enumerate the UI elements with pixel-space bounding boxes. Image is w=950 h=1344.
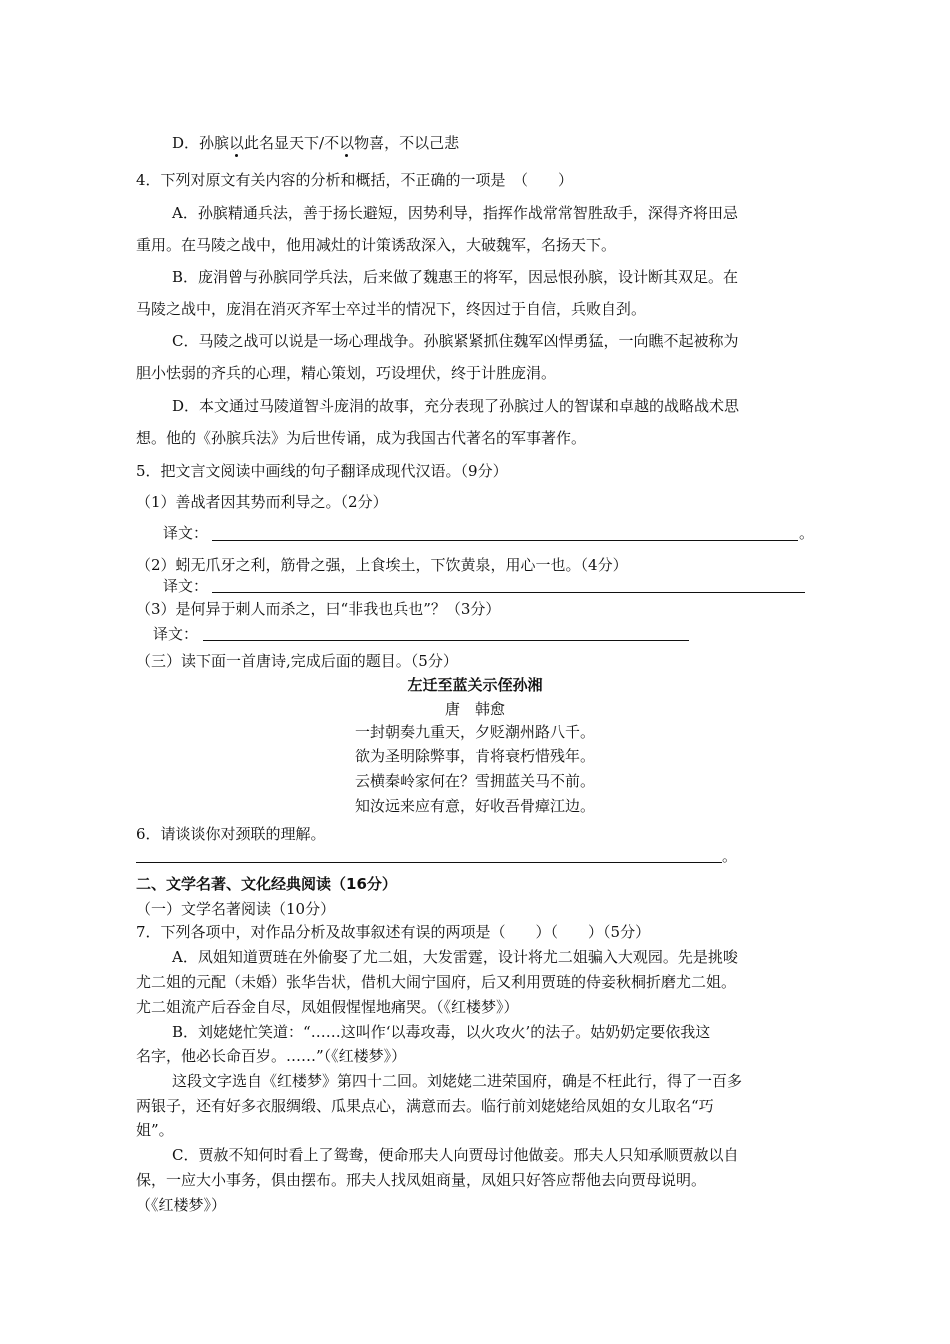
emphasis-dot-char: 以 xyxy=(339,134,355,152)
q7-option-b-line2: 名字，他必长命百岁。……”（《红楼梦》） xyxy=(136,1047,407,1065)
q7-option-c-line2: 保，一应大小事务，俱由摆布。邢夫人找凤姐商量，凤姐只好答应帮他去向贾母说明。 xyxy=(136,1171,707,1189)
q4-option-a-line1: A．孙膑精通兵法，善于扬长避短，因势利导，指挥作战常常智胜敌手，深得齐将田忌 xyxy=(172,204,738,222)
poem-line-3: 云横秦岭家何在？雪拥蓝关马不前。 xyxy=(354,772,595,790)
q7-option-c-line3: （《红楼梦》） xyxy=(136,1196,227,1214)
q7-option-a-line2: 尤二姐的元配（未婚）张华告状，借机大闹宁国府，后又利用贾琏的侍妾秋桐折磨尤二姐。 xyxy=(136,973,737,991)
poem-line-2: 欲为圣明除弊事，肯将衰朽惜残年。 xyxy=(354,747,595,765)
q7-option-b-line1: B．刘姥姥忙笑道：“……这叫作‘以毒攻毒，以火攻火’的法子。姑奶奶定要依我这 xyxy=(172,1023,711,1041)
q4-option-a-line2: 重用。在马陵之战中，他用减灶的计策诱敌深入，大破魏军，名扬天下。 xyxy=(136,236,617,254)
q4-stem: 4．下列对原文有关内容的分析和概括，不正确的一项是 （ ） xyxy=(136,171,574,189)
part2-subheading: （一）文学名著阅读（10分） xyxy=(136,900,336,918)
q5-sentence-1: （1）善战者因其势而利导之。（2分） xyxy=(136,493,388,511)
q3-option-d-text-c: 物喜，不以己悲 xyxy=(354,134,460,152)
answer-line-1-period: 。 xyxy=(799,524,815,542)
q3-option-d-text-a: D．孙膑 xyxy=(172,134,230,152)
q5-sentence-3: （3）是何异于刺人而杀之，曰“非我也兵也”？（3分） xyxy=(136,600,501,618)
q3-option-d-text-b: 此名显天下/不 xyxy=(244,134,340,152)
q4-option-c-line2: 胆小怯弱的齐兵的心理，精心策划，巧设埋伏，终于计胜庞涓。 xyxy=(136,364,557,382)
q7-option-a-line1: A．凤姐知道贾琏在外偷娶了尤二姐，大发雷霆，设计将尤二姐骗入大观园。先是挑唆 xyxy=(172,948,738,966)
poem-line-4: 知汝远来应有意，好收吾骨瘴江边。 xyxy=(354,797,595,815)
q4-option-b-line2: 马陵之战中，庞涓在消灭齐军士卒过半的情况下，终因过于自信，兵败自刭。 xyxy=(136,300,647,318)
answer-line-3[interactable] xyxy=(203,640,689,641)
q7-option-c-line1: C．贾赦不知何时看上了鸳鸯，便命邢夫人向贾母讨他做妾。邢夫人只知承顺贾赦以自 xyxy=(172,1146,739,1164)
q4-option-b-line1: B．庞涓曾与孙膑同学兵法，后来做了魏惠王的将军，因忌恨孙膑，设计断其双足。在 xyxy=(172,268,739,286)
q7-option-b-line5: 姐”。 xyxy=(136,1121,174,1139)
answer-line-2[interactable] xyxy=(212,592,805,593)
poem-line-1: 一封朝奏九重天，夕贬潮州路八千。 xyxy=(354,723,595,741)
q6-stem: 6．请谈谈你对颈联的理解。 xyxy=(136,825,326,843)
poem-title: 左迁至蓝关示侄孙湘 xyxy=(407,676,543,694)
q6-answer-line[interactable] xyxy=(136,862,722,863)
q5-stem: 5．把文言文阅读中画线的句子翻译成现代汉语。（9分） xyxy=(136,462,508,480)
q4-option-d-line2: 想。他的《孙膑兵法》为后世传诵，成为我国古代著名的军事著作。 xyxy=(136,429,587,447)
q6-answer-period: 。 xyxy=(722,847,738,865)
q7-option-b-line4: 两银子，还有好多衣服绸缎、瓜果点心，满意而去。临行前刘姥姥给凤姐的女儿取名“巧 xyxy=(136,1097,714,1115)
q7-stem: 7．下列各项中，对作品分析及故事叙述有误的两项是（ ）（ ）（5分） xyxy=(136,923,651,941)
q7-option-a-line3: 尤二姐流产后吞金自尽，凤姐假惺惺地痛哭。（《红楼梦》） xyxy=(136,998,519,1016)
translation-label-1: 译文： xyxy=(163,524,209,542)
q3-option-d xyxy=(172,133,459,153)
q7-option-b-line3: 这段文字选自《红楼梦》第四十二回。刘姥姥二进荣国府，确是不枉此行，得了一百多 xyxy=(172,1072,743,1090)
emphasis-dot-char: 以 xyxy=(229,134,245,152)
q5-sentence-2: （2）蚓无爪牙之利，筋骨之强，上食埃土，下饮黄泉，用心一也。（4分） xyxy=(136,556,628,574)
translation-label-3: 译文： xyxy=(153,625,199,643)
q4-option-d-line1: D．本文通过马陵道智斗庞涓的故事，充分表现了孙膑过人的智谋和卓越的战略战术思 xyxy=(172,397,740,415)
poem-author: 唐 韩愈 xyxy=(444,700,505,718)
q4-option-c-line1: C．马陵之战可以说是一场心理战争。孙膑紧紧抓住魏军凶悍勇猛，一向瞧不起被称为 xyxy=(172,332,739,350)
answer-line-1[interactable] xyxy=(212,540,798,541)
translation-label-2: 译文： xyxy=(163,577,209,595)
poem-section-heading: （三）读下面一首唐诗,完成后面的题目。（5分） xyxy=(136,652,458,670)
part2-heading: 二、文学名著、文化经典阅读（16分） xyxy=(136,875,397,893)
